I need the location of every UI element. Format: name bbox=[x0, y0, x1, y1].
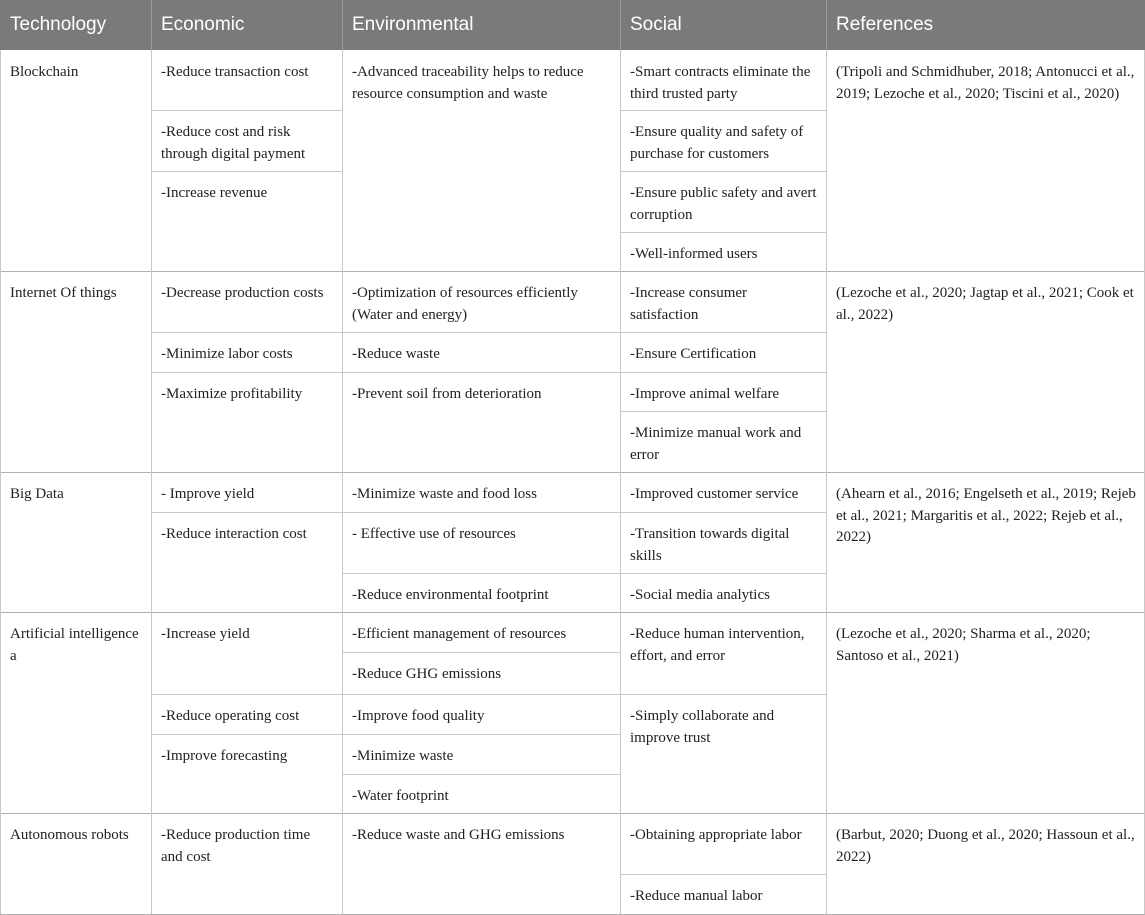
social-cell: -Minimize manual work and error bbox=[630, 425, 802, 463]
environmental-cell: -Reduce GHG emissions bbox=[352, 666, 502, 682]
environmental-cell: -Minimize waste bbox=[352, 748, 454, 764]
economic-cell: -Reduce operating cost bbox=[161, 708, 300, 724]
technology-cell: Internet Of things bbox=[10, 285, 117, 301]
environmental-cell: -Reduce waste and GHG emissions bbox=[352, 827, 565, 843]
technology-cell: Big Data bbox=[10, 486, 64, 502]
social-cell: -Transition towards digital skills bbox=[630, 526, 790, 564]
row-divider bbox=[342, 774, 620, 775]
row-divider bbox=[342, 734, 620, 735]
social-cell: -Ensure quality and safety of purchase for customers bbox=[630, 124, 804, 162]
row-divider bbox=[342, 332, 620, 333]
row-divider bbox=[342, 652, 620, 653]
row-divider bbox=[151, 110, 342, 111]
social-cell: -Social media analytics bbox=[630, 587, 770, 603]
row-divider bbox=[151, 332, 342, 333]
references-cell: (Tripoli and Schmidhuber, 2018; Antonucci et al., 2019; Lezoche et al., 2020; Tiscini et al., 2020) bbox=[836, 64, 1135, 102]
environmental-cell: - Effective use of resources bbox=[352, 526, 516, 542]
row-divider bbox=[620, 110, 826, 111]
row-divider bbox=[342, 372, 620, 373]
economic-cell: -Increase revenue bbox=[161, 185, 268, 201]
environmental-cell: -Prevent soil from deterioration bbox=[352, 386, 542, 402]
row-divider bbox=[0, 813, 1145, 814]
economic-cell: -Reduce production time and cost bbox=[161, 827, 311, 865]
row-divider bbox=[342, 694, 620, 695]
row-divider bbox=[620, 874, 826, 875]
environmental-cell: -Minimize waste and food loss bbox=[352, 486, 537, 502]
technology-cell: Autonomous robots bbox=[10, 827, 129, 843]
row-divider bbox=[620, 573, 826, 574]
references-cell: (Ahearn et al., 2016; Engelseth et al., 2019; Rejeb et al., 2021; Margaritis et al., 2022; Rejeb et al., 2022) bbox=[836, 486, 1136, 545]
technology-cell: Blockchain bbox=[10, 64, 79, 80]
environmental-cell: -Advanced traceability helps to reduce resource consumption and waste bbox=[352, 64, 584, 102]
social-cell: -Ensure Certification bbox=[630, 346, 757, 362]
social-cell: -Smart contracts eliminate the third trusted party bbox=[630, 64, 811, 102]
row-divider bbox=[620, 411, 826, 412]
row-divider bbox=[151, 734, 342, 735]
social-cell: -Improve animal welfare bbox=[630, 386, 780, 402]
row-divider bbox=[0, 472, 1145, 473]
economic-cell: -Reduce cost and risk through digital payment bbox=[161, 124, 306, 162]
environmental-cell: -Efficient management of resources bbox=[352, 626, 567, 642]
header-social: Social bbox=[630, 14, 682, 35]
header-economic: Economic bbox=[161, 14, 245, 35]
economic-cell: -Decrease production costs bbox=[161, 285, 324, 301]
row-divider bbox=[342, 512, 620, 513]
social-cell: -Reduce human intervention, effort, and error bbox=[630, 626, 805, 664]
social-cell: -Simply collaborate and improve trust bbox=[630, 708, 775, 746]
social-cell: -Obtaining appropriate labor bbox=[630, 827, 802, 843]
row-divider bbox=[620, 512, 826, 513]
references-cell: (Lezoche et al., 2020; Jagtap et al., 2021; Cook et al., 2022) bbox=[836, 285, 1134, 323]
economic-cell: -Improve forecasting bbox=[161, 748, 288, 764]
technology-cell: Artificial intelligence a bbox=[10, 626, 139, 664]
environmental-cell: -Water footprint bbox=[352, 788, 449, 804]
environmental-cell: -Reduce environmental footprint bbox=[352, 587, 549, 603]
social-cell: -Ensure public safety and avert corruption bbox=[630, 185, 817, 223]
row-divider bbox=[0, 271, 1145, 272]
row-divider bbox=[620, 232, 826, 233]
header-divider bbox=[620, 0, 621, 50]
row-divider bbox=[0, 612, 1145, 613]
row-divider bbox=[151, 372, 342, 373]
table-header bbox=[0, 0, 1145, 50]
row-divider bbox=[151, 694, 342, 695]
environmental-cell: -Reduce waste bbox=[352, 346, 440, 362]
references-cell: (Lezoche et al., 2020; Sharma et al., 2020; Santoso et al., 2021) bbox=[836, 626, 1091, 664]
header-technology: Technology bbox=[10, 14, 107, 35]
row-divider bbox=[151, 512, 342, 513]
social-cell: -Increase consumer satisfaction bbox=[630, 285, 748, 323]
environmental-cell: -Optimization of resources efficiently (Water and energy) bbox=[352, 285, 578, 323]
row-divider bbox=[151, 171, 342, 172]
references-cell: (Barbut, 2020; Duong et al., 2020; Hassoun et al., 2022) bbox=[836, 827, 1135, 865]
economic-cell: -Minimize labor costs bbox=[161, 346, 293, 362]
economic-cell: -Reduce transaction cost bbox=[161, 64, 309, 80]
header-environmental: Environmental bbox=[352, 14, 474, 35]
social-cell: -Well-informed users bbox=[630, 246, 758, 262]
row-divider bbox=[620, 372, 826, 373]
header-divider bbox=[151, 0, 152, 50]
economic-cell: -Maximize profitability bbox=[161, 386, 303, 402]
header-divider bbox=[826, 0, 827, 50]
row-divider bbox=[342, 573, 620, 574]
economic-cell: -Reduce interaction cost bbox=[161, 526, 307, 542]
economic-cell: - Improve yield bbox=[161, 486, 255, 502]
header-references: References bbox=[836, 14, 934, 35]
environmental-cell: -Improve food quality bbox=[352, 708, 485, 724]
row-divider bbox=[620, 171, 826, 172]
economic-cell: -Increase yield bbox=[161, 626, 250, 642]
row-divider bbox=[620, 694, 826, 695]
social-cell: -Improved customer service bbox=[630, 486, 799, 502]
header-divider bbox=[342, 0, 343, 50]
social-cell: -Reduce manual labor bbox=[630, 888, 763, 904]
row-divider bbox=[620, 332, 826, 333]
